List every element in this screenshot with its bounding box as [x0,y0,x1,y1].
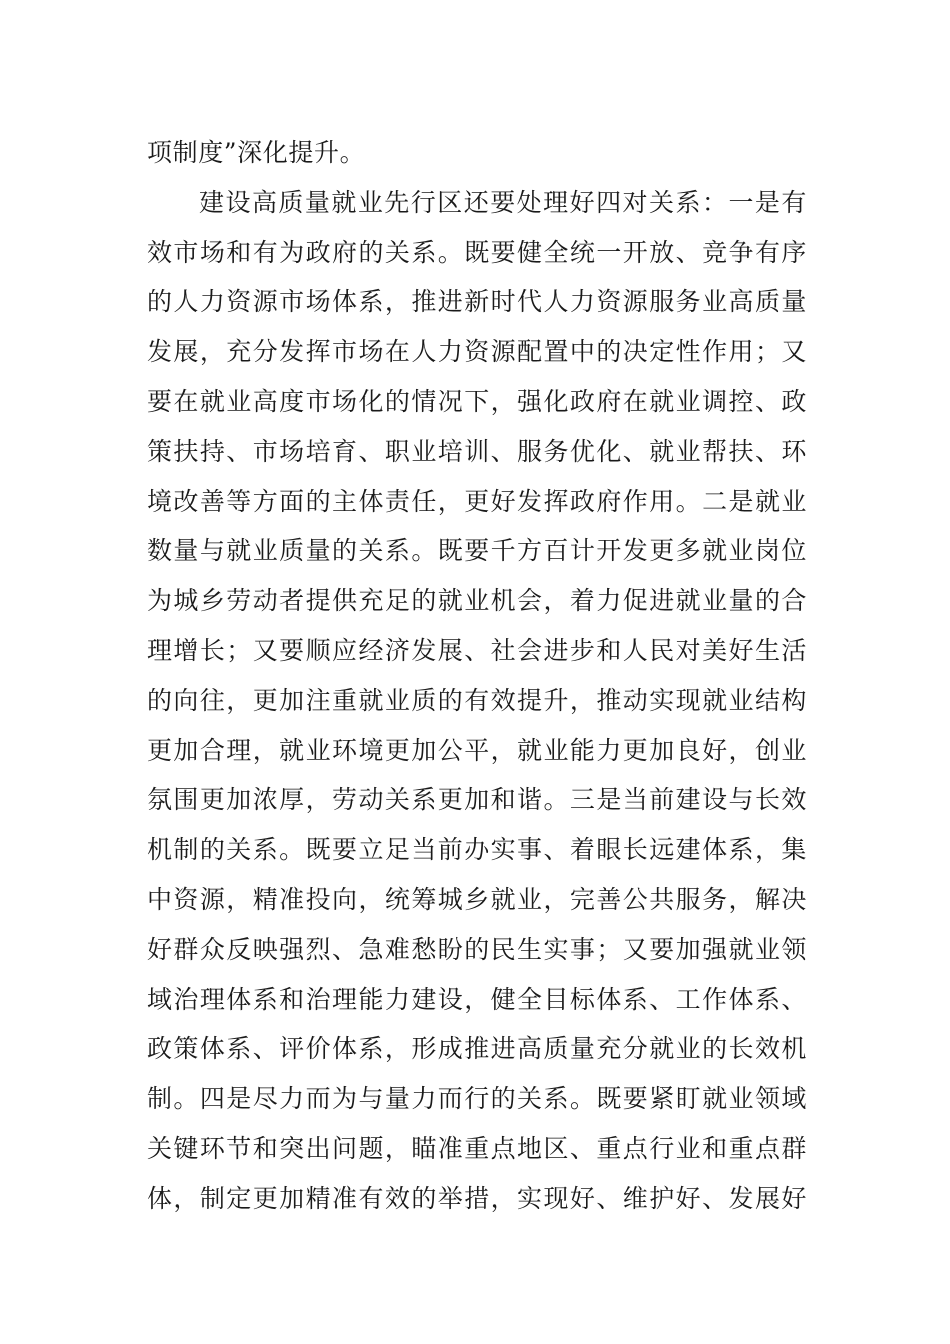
text-line: 理增长；又要顺应经济发展、社会进步和人民对美好生活 [147,635,807,665]
text-line: 境改善等方面的主体责任，更好发挥政府作用。二是就业 [147,486,807,516]
text-line: 关键环节和突出问题，瞄准重点地区、重点行业和重点群 [147,1133,807,1163]
text-line: 氛围更加浓厚，劳动关系更加和谐。三是当前建设与长效 [147,785,807,815]
text-line: 发展，充分发挥市场在人力资源配置中的决定性作用；又 [147,337,807,367]
text-line: 体，制定更加精准有效的举措，实现好、维护好、发展好 [147,1183,807,1213]
text-line: 更加合理，就业环境更加公平，就业能力更加良好，创业 [147,735,807,765]
text-line: 要在就业高度市场化的情况下，强化政府在就业调控、政 [147,386,807,416]
text-line: 域治理体系和治理能力建设，健全目标体系、工作体系、 [147,984,807,1014]
text-line: 机制的关系。既要立足当前办实事、着眼长远建体系，集 [147,835,807,865]
text-line: 的人力资源市场体系，推进新时代人力资源服务业高质量 [147,287,807,317]
text-line: 数量与就业质量的关系。既要千方百计开发更多就业岗位 [147,536,807,566]
text-line: 政策体系、评价体系，形成推进高质量充分就业的长效机 [147,1034,807,1064]
text-line: 为城乡劳动者提供充足的就业机会，着力促进就业量的合 [147,586,807,616]
text-line: 制。四是尽力而为与量力而行的关系。既要紧盯就业领域 [147,1084,807,1114]
text-line: 好群众反映强烈、急难愁盼的民生实事；又要加强就业领 [147,934,807,964]
text-line: 效市场和有为政府的关系。既要健全统一开放、竞争有序 [147,237,807,267]
paragraph-first-line: 建设高质量就业先行区还要处理好四对关系：一是有 [199,187,807,217]
text-line: 的向往，更加注重就业质的有效提升，推动实现就业结构 [147,685,807,715]
body-text [147,128,807,1224]
text-line: 策扶持、市场培育、职业培训、服务优化、就业帮扶、环 [147,436,807,466]
text-line: 项制度”深化提升。 [147,138,366,167]
text-line: 中资源，精准投向，统筹城乡就业，完善公共服务，解决 [147,884,807,914]
